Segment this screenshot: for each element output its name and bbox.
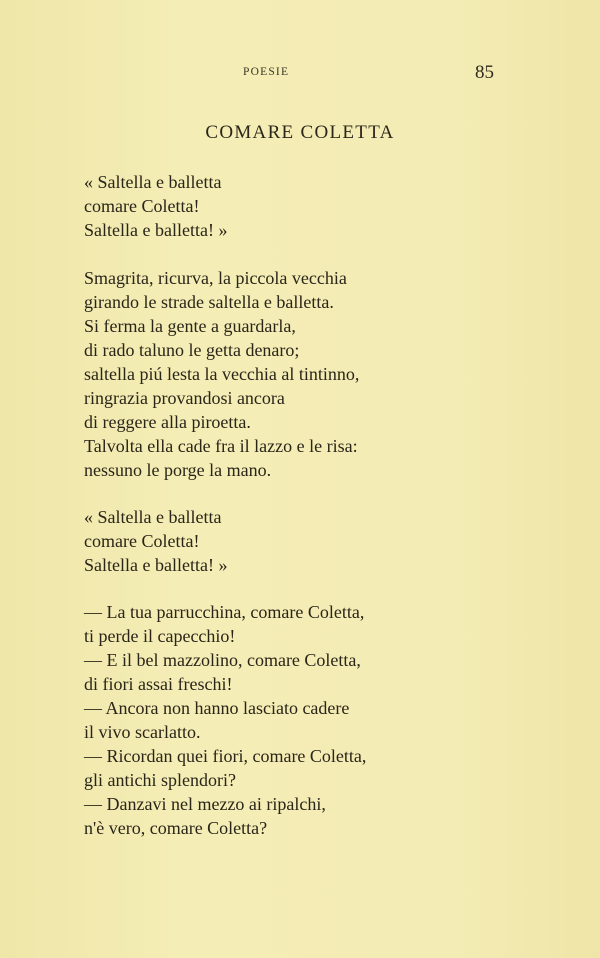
verse-line: il vivo scarlatto. <box>84 722 201 742</box>
poem-body <box>84 170 564 840</box>
verse-line: comare Coletta! <box>84 196 200 216</box>
verse-line: Saltella e balletta! » <box>84 555 228 575</box>
stanza-1 <box>84 170 564 242</box>
verse-line: Si ferma la gente a guardarla, <box>84 316 296 336</box>
verse-line: comare Coletta! <box>84 531 200 551</box>
verse-line: ringrazia provandosi ancora <box>84 388 285 408</box>
verse-line: nessuno le porge la mano. <box>84 460 272 480</box>
stanza-break <box>84 242 564 266</box>
verse-line: « Saltella e balletta <box>84 507 222 527</box>
verse-line: — Ricordan quei fiori, comare Coletta, <box>84 746 367 766</box>
section-label: POESIE <box>243 66 290 78</box>
stanza-2 <box>84 266 564 482</box>
verse-line: — E il bel mazzolino, comare Coletta, <box>84 650 361 670</box>
verse-line: Talvolta ella cade fra il lazzo e le risa: <box>84 436 358 456</box>
verse-line: Saltella e balletta! » <box>84 220 228 240</box>
stanza-4 <box>84 600 564 840</box>
verse-line: gli antichi splendori? <box>84 770 236 790</box>
verse-line: saltella piú lesta la vecchia al tintinno, <box>84 364 360 384</box>
verse-line: n'è vero, comare Coletta? <box>84 818 268 838</box>
poem-title: COMARE COLETTA <box>205 122 395 143</box>
verse-line: ti perde il capecchio! <box>84 626 236 646</box>
verse-line: — Danzavi nel mezzo ai ripalchi, <box>84 794 326 814</box>
verse-line: — La tua parrucchina, comare Coletta, <box>84 602 365 622</box>
stanza-3 <box>84 505 564 577</box>
stanza-break <box>84 482 564 505</box>
verse-line: Smagrita, ricurva, la piccola vecchia <box>84 268 347 288</box>
verse-line: di rado taluno le getta denaro; <box>84 340 300 360</box>
verse-line: di fiori assai freschi! <box>84 674 233 694</box>
running-head <box>0 62 600 86</box>
verse-line: girando le strade saltella e balletta. <box>84 292 334 312</box>
verse-line: di reggere alla piroetta. <box>84 412 251 432</box>
page-number: 85 <box>475 62 494 83</box>
verse-line: — Ancora non hanno lasciato cadere <box>84 698 350 718</box>
stanza-break <box>84 577 564 600</box>
verse-line: « Saltella e balletta <box>84 172 222 192</box>
